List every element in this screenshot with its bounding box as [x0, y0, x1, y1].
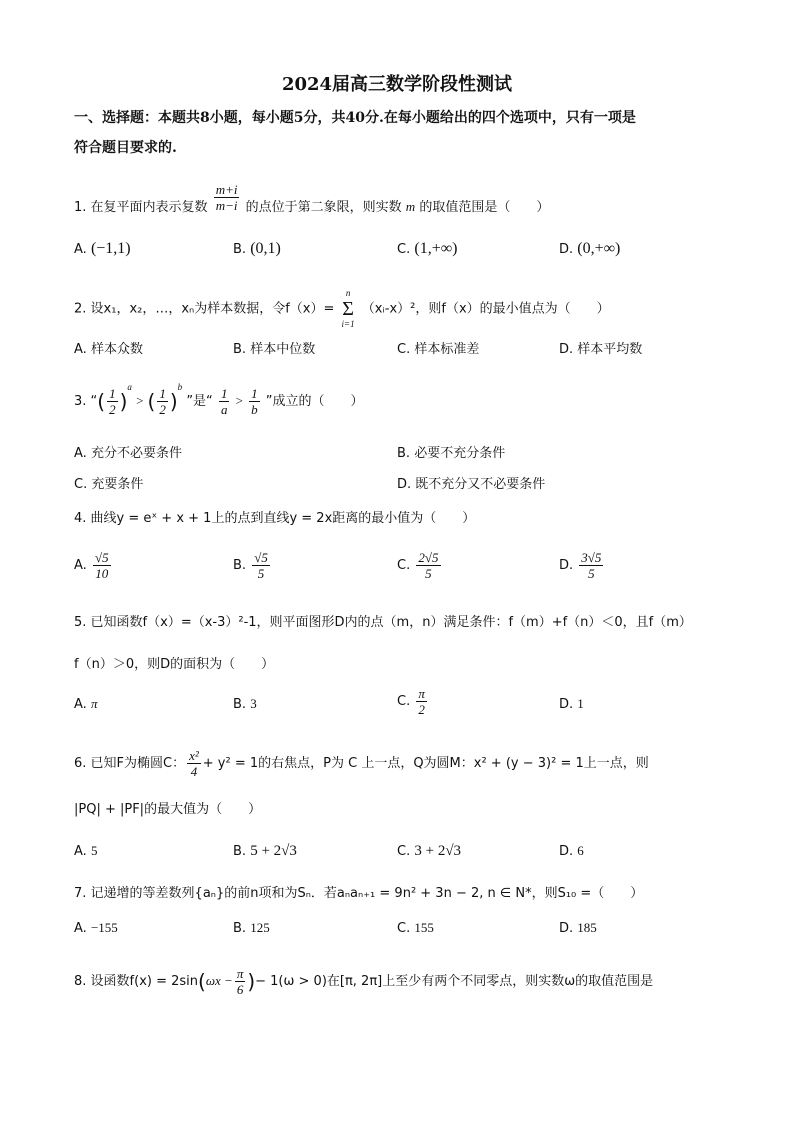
option-value: 必要不充分条件 — [414, 446, 506, 461]
frac-den: 2 — [418, 702, 425, 717]
option-fraction — [416, 686, 427, 717]
option-value: −155 — [90, 920, 118, 935]
q4-option-d[interactable] — [559, 550, 605, 581]
option-value: (−1,1) — [90, 240, 131, 257]
frac-num: 1 — [159, 386, 166, 401]
q1-fraction-num: m+i — [215, 182, 238, 197]
q3-mid: ”是“ — [186, 394, 213, 409]
q4-option-b[interactable] — [233, 550, 272, 581]
option-value: 样本标准差 — [414, 342, 480, 357]
option-letter: B. — [233, 558, 247, 573]
option-letter: A. — [74, 844, 87, 859]
option-value: (0,+∞) — [577, 240, 621, 257]
option-letter: A. — [74, 921, 87, 936]
option-letter: B. — [233, 242, 247, 257]
option-letter: D. — [397, 477, 412, 492]
frac-den: a — [220, 402, 228, 417]
frac-den: 5 — [425, 566, 432, 581]
q6-number: 6. — [74, 756, 87, 771]
q3-exp-b: b — [177, 381, 183, 392]
frac-num: x² — [189, 748, 199, 763]
option-letter: C. — [397, 558, 411, 573]
q6-option-a[interactable] — [74, 843, 97, 859]
q5-line2: f（n）＞0，则D的面积为（ ） — [74, 657, 275, 672]
option-value: 样本众数 — [90, 342, 143, 357]
frac-num: π — [236, 966, 244, 981]
q2-option-d[interactable] — [559, 338, 642, 357]
q2-option-b[interactable] — [233, 338, 315, 357]
option-value: 充要条件 — [91, 477, 144, 492]
option-value: 155 — [414, 920, 434, 935]
q5-option-b[interactable] — [233, 696, 257, 712]
q4-text: 曲线y = eˣ + x + 1上的点到直线y = 2x距离的最小值为（ ） — [90, 511, 476, 526]
q6-option-b[interactable] — [233, 843, 297, 860]
q7-number: 7. — [74, 886, 87, 901]
section-heading-line1: 一、选择题：本题共8小题，每小题5分，共40分.在每小题给出的四个选项中，只有一项是 — [74, 110, 636, 126]
option-letter: A. — [74, 558, 87, 573]
option-letter: D. — [559, 342, 574, 357]
frac-den: 2 — [159, 402, 166, 417]
q8-pre: 设函数f(x) = 2sin — [90, 974, 199, 989]
q3-option-c[interactable] — [74, 473, 143, 492]
question-6 — [74, 748, 734, 779]
section-heading-line2: 符合题目要求的. — [74, 140, 177, 156]
q2-option-a[interactable] — [74, 338, 143, 357]
q4-option-c[interactable] — [397, 550, 443, 581]
frac-num: 2√5 — [418, 550, 439, 565]
frac-den: 2 — [109, 402, 116, 417]
option-letter: D. — [559, 921, 574, 936]
q3-option-d[interactable] — [397, 473, 545, 492]
option-letter: D. — [559, 697, 574, 712]
q5-option-a[interactable] — [74, 696, 97, 712]
option-value: (1,+∞) — [414, 240, 458, 257]
question-4 — [74, 509, 734, 529]
option-letter: B. — [233, 844, 247, 859]
option-letter: A. — [74, 697, 87, 712]
q2-text-b: （xᵢ-x）²，则f（x）的最小值点为（ ） — [361, 301, 610, 317]
q1-number: 1. — [74, 200, 87, 215]
option-fraction — [579, 550, 603, 581]
option-letter: B. — [397, 446, 411, 461]
q7-text: 记递增的等差数列{aₙ}的前n项和为Sₙ．若aₙaₙ₊₁ = 9n² + 3n − 2, n ∈ N*，则S₁₀ =（ ） — [90, 886, 644, 901]
option-letter: C. — [397, 242, 411, 257]
q1-option-b[interactable] — [233, 240, 281, 258]
q3-option-a[interactable] — [74, 442, 182, 461]
option-value: 样本中位数 — [250, 342, 316, 357]
q5-text-1: 已知函数f（x）=（x-3）²-1，则平面图形D内的点（m，n）满足条件：f（m）+f（n）＜0，且f（m） — [90, 615, 692, 630]
option-letter: C. — [397, 844, 411, 859]
option-value: 6 — [577, 843, 584, 858]
question-2 — [74, 288, 734, 330]
frac-num: 1 — [109, 386, 116, 401]
option-fraction — [252, 550, 270, 581]
q6-option-d[interactable] — [559, 843, 584, 859]
frac-num: 1 — [251, 386, 258, 401]
q3-gt: > — [136, 393, 144, 408]
frac-num: π — [418, 686, 425, 701]
question-7 — [74, 884, 734, 904]
q6-line2: |PQ| + |PF|的最大值为（ ） — [74, 802, 262, 817]
q6-fraction — [187, 748, 201, 779]
question-5 — [74, 613, 734, 675]
option-value: 样本平均数 — [577, 342, 643, 357]
q8-number: 8. — [74, 974, 87, 989]
q7-option-c[interactable] — [397, 920, 434, 936]
option-letter: A. — [74, 342, 87, 357]
q1-fraction — [214, 182, 240, 213]
q8-pi-over-6 — [235, 966, 246, 997]
option-letter: C. — [397, 342, 411, 357]
q7-option-b[interactable] — [233, 920, 270, 936]
frac-num: 3√5 — [581, 550, 602, 565]
option-value: 5 + 2√3 — [250, 843, 297, 859]
frac-num: √5 — [254, 550, 268, 565]
option-letter: C. — [74, 477, 88, 492]
question-3: 3. “( $\frac{1}{2}$ )$^a$ > ( $\frac{1}{2}$ )$^b$ ”是“ $\frac{1}{a}$ > $\frac{1}{b}$ ”成立的（ ） — [74, 381, 364, 417]
option-value: 125 — [250, 920, 270, 935]
option-value: 1 — [577, 696, 584, 711]
q7-option-d[interactable] — [559, 920, 597, 936]
q2-number: 2. — [74, 301, 87, 317]
option-value: 充分不必要条件 — [90, 446, 182, 461]
q8-post: − 1(ω > 0)在[π, 2π]上至少有两个不同零点，则实数ω的取值范围是 — [255, 974, 654, 989]
q5-option-c[interactable] — [397, 686, 429, 717]
q2-option-c[interactable] — [397, 338, 479, 357]
q1-variable: m — [405, 199, 416, 214]
sum-upper: n — [345, 288, 351, 298]
q1-post: 的点位于第二象限，则实数 — [245, 200, 402, 215]
q6-post: + y² = 1的右焦点，P为 C 上一点，Q为圆M：x² + (y − 3)² = 1上一点，则 — [202, 756, 649, 771]
q3-one-over-b — [249, 386, 260, 417]
q5-option-d[interactable] — [559, 696, 584, 712]
option-letter: D. — [559, 558, 574, 573]
frac-den: 4 — [190, 764, 198, 779]
page-title: 2024届高三数学阶段性测试 — [281, 74, 513, 95]
option-value: 既不充分又不必要条件 — [415, 477, 546, 492]
frac-den: 10 — [95, 566, 109, 581]
option-fraction — [416, 550, 440, 581]
option-letter: C. — [397, 694, 411, 709]
q2-text-a: 设x₁，x₂，…，xₙ为样本数据，令f（x）= — [90, 301, 335, 317]
option-value: 3 — [250, 696, 257, 711]
option-letter: C. — [397, 921, 411, 936]
q1-option-a[interactable] — [74, 240, 131, 258]
option-value: 185 — [577, 920, 597, 935]
q1-tail: 的取值范围是（ ） — [419, 200, 550, 215]
q3-one-over-a — [219, 386, 230, 417]
q1-fraction-den: m−i — [215, 198, 238, 213]
frac-den: 5 — [257, 566, 265, 581]
option-letter: B. — [233, 921, 247, 936]
option-letter: B. — [233, 342, 247, 357]
q6-pre: 已知F为椭圆C： — [90, 756, 186, 771]
q3-gt-2: > — [235, 393, 243, 408]
option-value: 3 + 2√3 — [414, 843, 462, 859]
q6-option-c[interactable] — [397, 843, 461, 860]
section-heading — [74, 103, 734, 163]
frac-den: 6 — [236, 982, 244, 997]
question-1 — [74, 182, 734, 223]
option-value: (0,1) — [250, 240, 281, 257]
summation-icon: n Σ i=1 — [341, 288, 355, 329]
q3-quote-open: “ — [90, 394, 98, 409]
frac-num: √5 — [94, 550, 109, 565]
option-letter: A. — [74, 242, 87, 257]
option-value: 5 — [90, 843, 98, 858]
q1-option-c[interactable] — [397, 240, 457, 258]
frac-num: 1 — [220, 386, 228, 401]
q3-close: ”成立的（ ） — [265, 394, 364, 409]
option-letter: A. — [74, 446, 87, 461]
option-letter: D. — [559, 844, 574, 859]
q3-half-1 — [107, 386, 118, 417]
q5-line1 — [74, 613, 734, 633]
q4-option-a[interactable] — [74, 550, 113, 581]
option-letter: D. — [559, 242, 574, 257]
q5-number: 5. — [74, 615, 87, 630]
q3-exp-a: a — [127, 381, 132, 392]
q3-number: 3. — [74, 394, 87, 409]
q7-option-a[interactable] — [74, 920, 118, 936]
option-fraction — [93, 550, 111, 581]
option-letter: B. — [233, 697, 247, 712]
q3-option-b[interactable] — [397, 442, 505, 461]
q1-prefix: 在复平面内表示复数 — [90, 200, 208, 215]
frac-den: b — [251, 402, 258, 417]
question-8: 8. 设函数f(x) = 2sin(ωx − $\frac{\pi}{6}$ )− 1(ω > 0)在[π, 2π]上至少有两个不同零点，则实数ω的取值范围是 — [74, 966, 654, 997]
q8-inner: ωx − — [205, 973, 233, 988]
q3-half-2 — [157, 386, 168, 417]
option-value: π — [90, 696, 98, 711]
sum-lower: i=1 — [341, 319, 355, 329]
q1-option-d[interactable] — [559, 240, 620, 258]
q4-number: 4. — [74, 511, 87, 526]
frac-den: 5 — [588, 566, 595, 581]
